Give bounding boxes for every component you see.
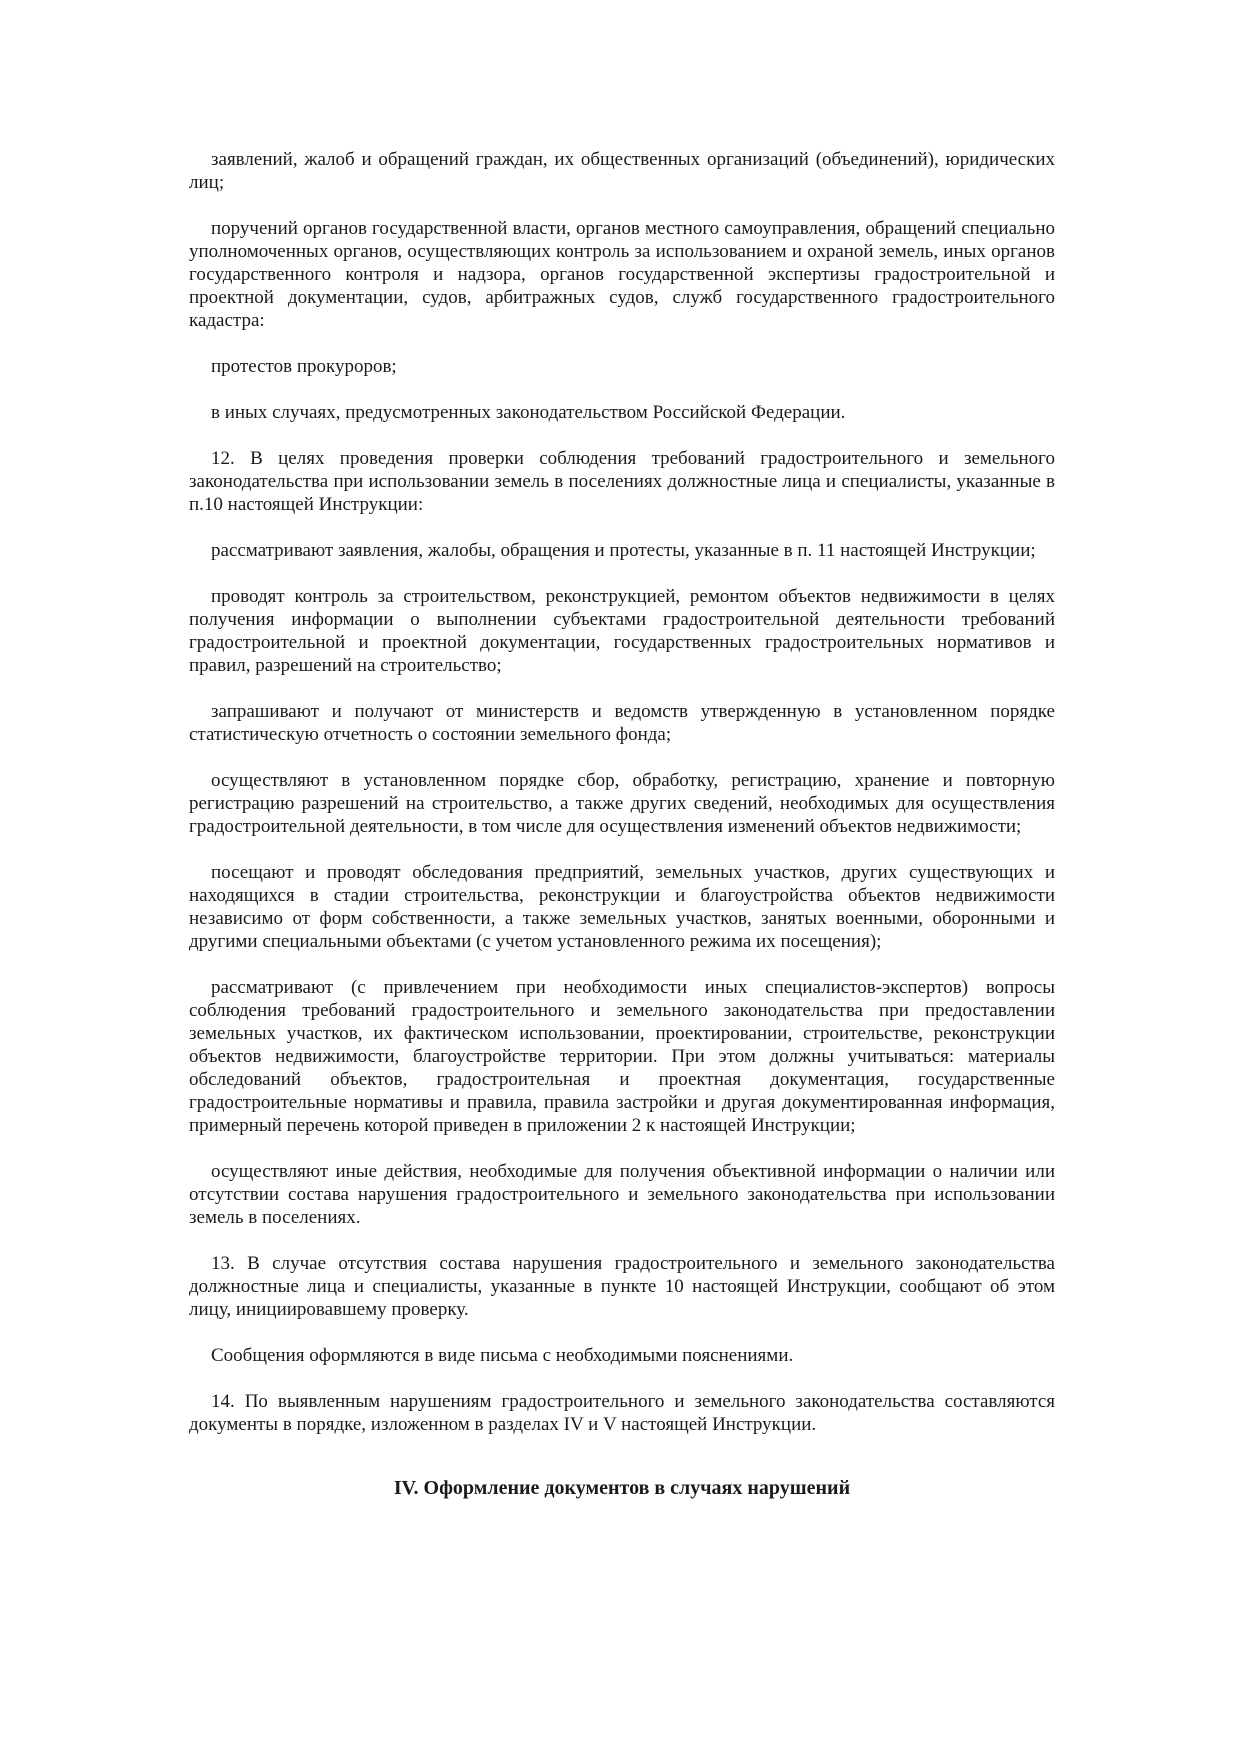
paragraph-13: 13. В случае отсутствия состава нарушения градостроительного и земельного законодательства должностные лица и специалисты, указанные в пункте 10 настоящей Инструкции, сообщают об этом лицу, инициировавшему проверку. [189,1253,1055,1320]
paragraph-7: проводят контроль за строительством, реконструкцией, ремонтом объектов недвижимости в целях получения информации о выполнении субъектами градостроительной деятельности требований градостроительной и проектной документации, государственных градостроительных нормативов и правил, разрешений на строительство; [189,586,1055,676]
paragraph-6: рассматривают заявления, жалобы, обращения и протесты, указанные в п. 11 настоящей Инструкции; [211,540,1036,561]
paragraph-2: поручений органов государственной власти, органов местного самоуправления, обращений специально уполномоченных органов, осуществляющих контроль за использованием и охраной земель, иных органов государственного контроля и надзора, органов государственной экспертизы градостроительной и проектной документации, судов, арбитражных судов, служб государственного градостроительного кадастра: [189,218,1055,331]
paragraph-14: Сообщения оформляются в виде письма с необходимыми пояснениями. [211,1345,794,1366]
paragraph-4: в иных случаях, предусмотренных законодательством Российской Федерации. [211,402,846,423]
paragraph-12: осуществляют иные действия, необходимые для получения объективной информации о наличии или отсутствии состава нарушения градостроительного и земельного законодательства при использовании земель в поселениях. [189,1161,1055,1228]
section-heading: IV. Оформление документов в случаях нарушений [393,1477,851,1499]
paragraph-8: запрашивают и получают от министерств и ведомств утвержденную в установленном порядке статистическую отчетность о состоянии земельного фонда; [189,701,1055,745]
paragraph-10: посещают и проводят обследования предприятий, земельных участков, других существующих и находящихся в стадии строительства, реконструкции и благоустройства объектов недвижимости независимо от форм собственности, а также земельных участков, занятых военными, оборонными и другими специальными объектами (с учетом установленного режима их посещения); [189,862,1055,952]
paragraph-3: протестов прокуроров; [211,356,397,377]
paragraph-9: осуществляют в установленном порядке сбор, обработку, регистрацию, хранение и повторную регистрацию разрешений на строительство, а также других сведений, необходимых для осуществления градостроительной деятельности, в том числе для осуществления изменений объектов недвижимости; [189,770,1055,837]
paragraph-1: заявлений, жалоб и обращений граждан, их общественных организаций (объединений), юридических лиц; [189,149,1055,193]
paragraph-11: рассматривают (с привлечением при необходимости иных специалистов-экспертов) вопросы соблюдения требований градостроительного и земельного законодательства при предоставлении земельных участков, их фактическом использовании, проектировании, строительстве, реконструкции объектов недвижимости, благоустройстве территории. При этом должны учитываться: материалы обследований объектов, градостроительная и проектная документация, государственные градостроительные нормативы и правила, правила застройки и другая документированная информация, примерный перечень которой приведен в приложении 2 к настоящей Инструкции; [189,977,1055,1136]
paragraph-15: 14. По выявленным нарушениям градостроительного и земельного законодательства составляются документы в порядке, изложенном в разделах IV и V настоящей Инструкции. [189,1391,1055,1435]
paragraph-5: 12. В целях проведения проверки соблюдения требований градостроительного и земельного законодательства при использовании земель в поселениях должностные лица и специалисты, указанные в п.10 настоящей Инструкции: [189,448,1055,515]
document-page [189,148,1055,1500]
